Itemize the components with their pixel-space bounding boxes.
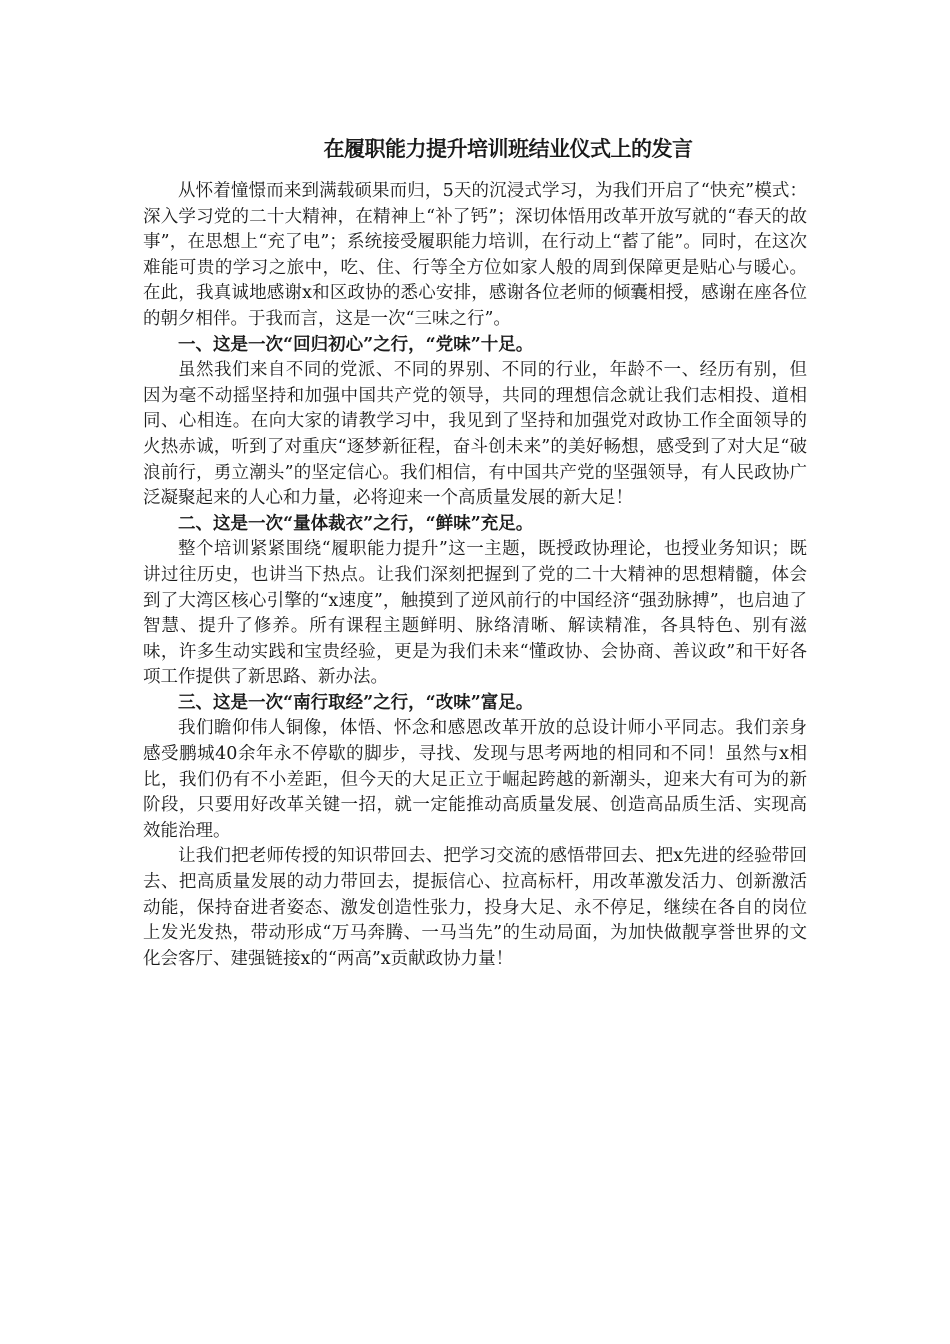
document-page — [143, 132, 807, 972]
section-2-body: 整个培训紧紧围绕“履职能力提升”这一主题，既授政协理论，也授业务知识；既讲过往历史，也讲当下热点。让我们深刻把握到了党的二十大精神的思想精髓，体会到了大湾区核心引擎的“x速度”，触摸到了逆风前行的中国经济“强劲脉搏”，也启迪了智慧、提升了修养。所有课程主题鲜明、脉络清晰、解读精准，各具特色、别有滋味，许多生动实践和宝贵经验，更是为我们未来“懂政协、会协商、善议政”和干好各项工作提供了新思路、新办法。 — [143, 539, 807, 688]
section-3-body: 我们瞻仰伟人铜像，体悟、怀念和感恩改革开放的总设计师小平同志。我们亲身感受鹏城40余年永不停歇的脚步，寻找、发现与思考两地的相同和不同！虽然与x相比，我们仍有不小差距，但今天的大足正立于崛起跨越的新潮头，迎来大有可为的新阶段，只要用好改革关键一招，就一定能推动高质量发展、创造高品质生活、实现高效能治理。 — [143, 718, 807, 841]
section-3-heading: 三、这是一次“南行取经”之行，“改味”富足。 — [178, 692, 534, 713]
section-2-heading: 二、这是一次“量体裁衣”之行，“鲜味”充足。 — [178, 513, 534, 534]
intro-paragraph: 从怀着憧憬而来到满载硕果而归，5天的沉浸式学习，为我们开启了“快充”模式：深入学习党的二十大精神，在精神上“补了钙”；深切体悟用改革开放写就的“春天的故事”，在思想上“充了电”；系统接受履职能力培训，在行动上“蓄了能”。同时，在这次难能可贵的学习之旅中，吃、住、行等全方位如家人般的周到保障更是贴心与暖心。在此，我真诚地感谢x和区政协的悉心安排，感谢各位老师的倾囊相授，感谢在座各位的朝夕相伴。于我而言，这是一次“三味之行”。 — [143, 181, 807, 329]
closing-paragraph: 让我们把老师传授的知识带回去、把学习交流的感悟带回去、把x先进的经验带回去、把高质量发展的动力带回去，提振信心、拉高标杆，用改革激发活力、创新激活动能，保持奋进者姿态、激发创造性张力，投身大足、永不停足，继续在各自的岗位上发光发热，带动形成“万马奔腾、一马当先”的生动局面，为加快做靓享誉世界的文化会客厅、建强链接x的“两高”x贡献政协力量！ — [143, 846, 807, 969]
section-1-body: 虽然我们来自不同的党派、不同的界别、不同的行业，年龄不一、经历有别，但因为毫不动摇坚持和加强中国共产党的领导，共同的理想信念就让我们志相投、道相同、心相连。在向大家的请教学习中，我见到了坚持和加强党对政协工作全面领导的火热赤诚，听到了对重庆“逐梦新征程，奋斗创未来”的美好畅想，感受到了对大足“破浪前行，勇立潮头”的坚定信心。我们相信，有中国共产党的坚强领导，有人民政协广泛凝聚起来的人心和力量，必将迎来一个高质量发展的新大足！ — [143, 360, 807, 509]
section-1-heading: 一、这是一次“回归初心”之行，“党味”十足。 — [178, 334, 534, 355]
document-title: 在履职能力提升培训班结业仪式上的发言 — [323, 137, 693, 161]
